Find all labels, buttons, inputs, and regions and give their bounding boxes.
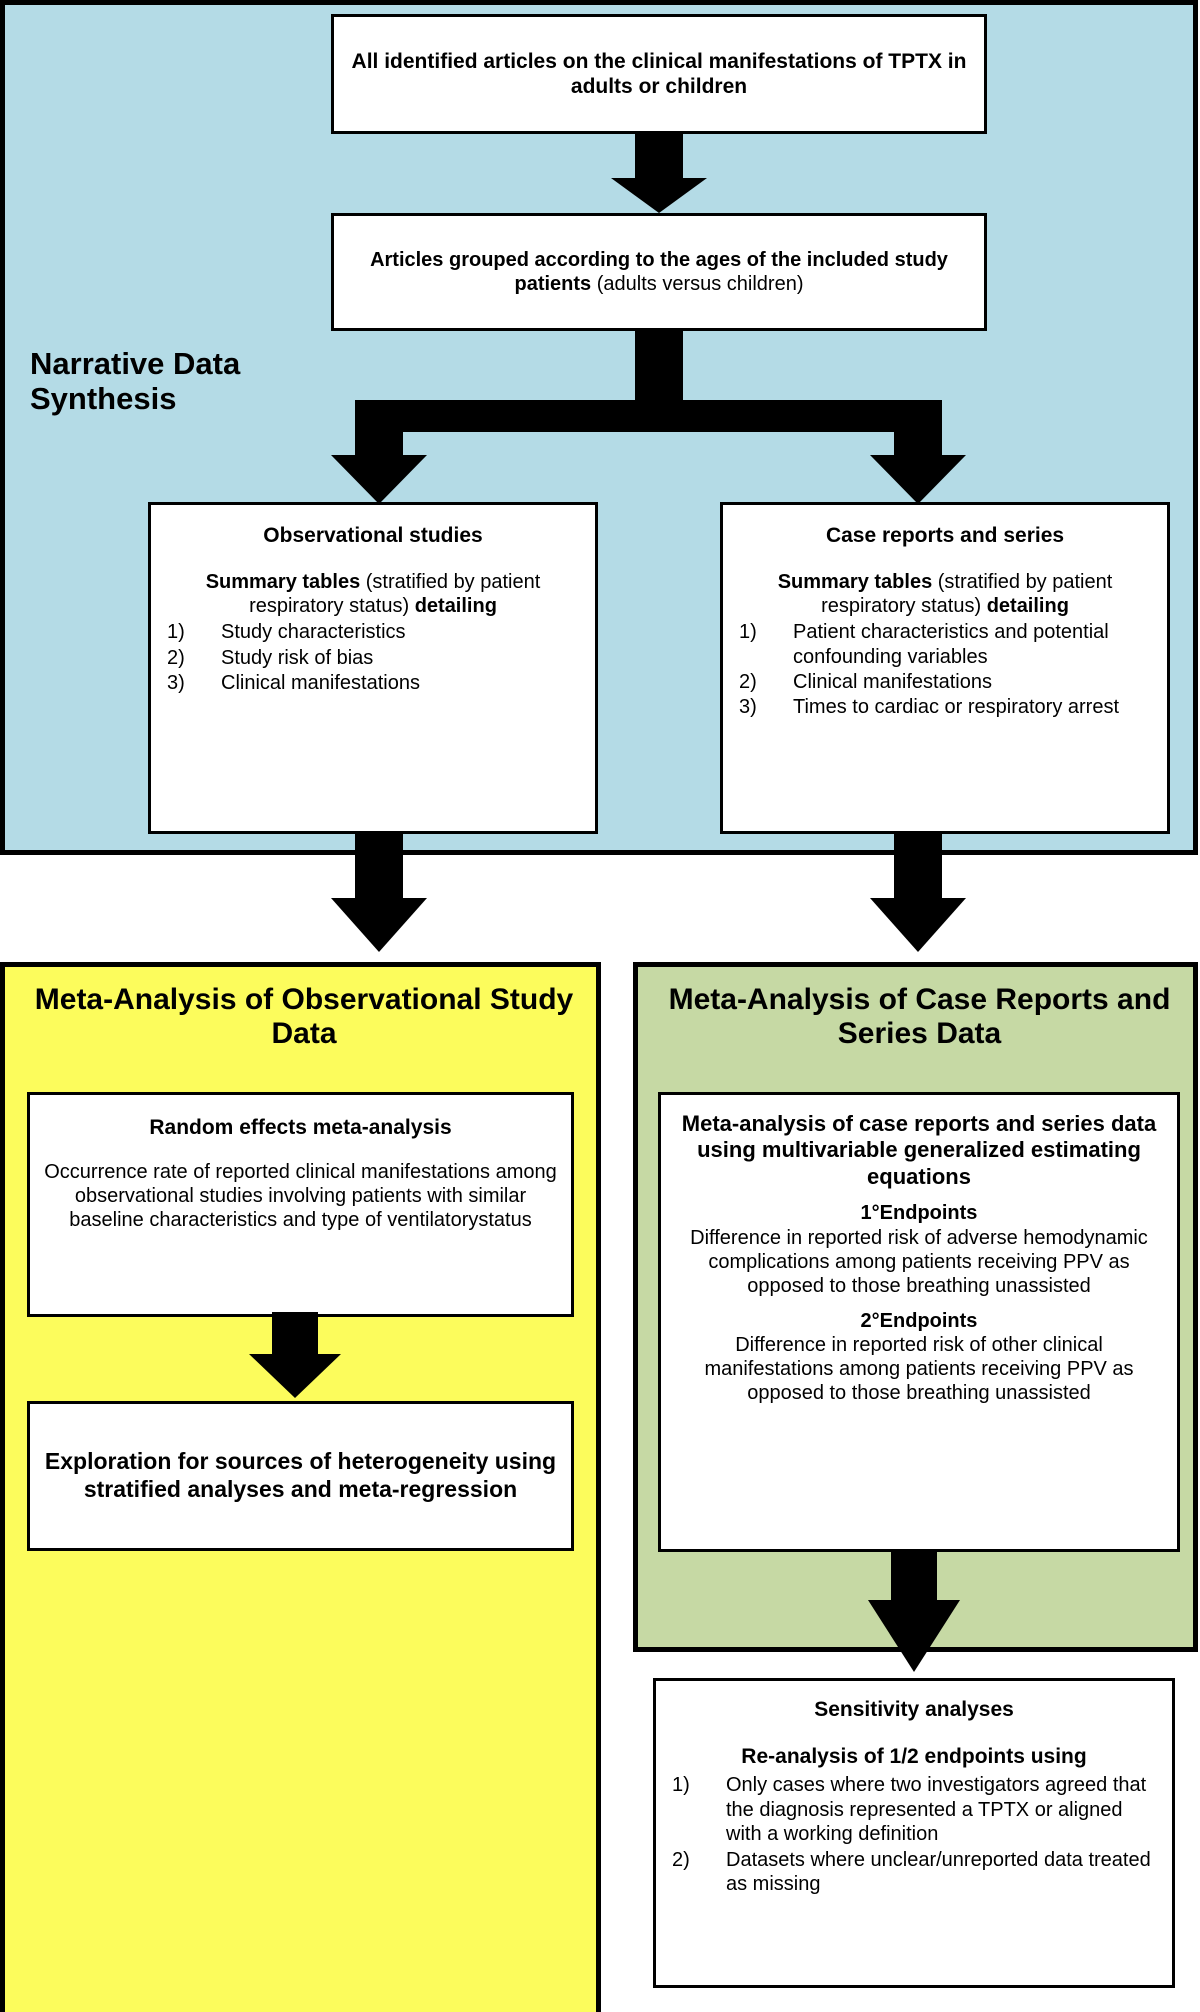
list-item-text: Datasets where unclear/unreported data treated as missing [726,1848,1151,1895]
box-case-reports-lead [733,570,1157,618]
case-reports-lead-bold-2: detailing [986,595,1069,618]
box-random-effects-meta-analysis [27,1092,574,1317]
list-item [161,620,585,644]
box-all-identified-articles-text: All identified articles on the clinical manifestations of TPTX in adults or children [351,49,967,98]
observational-lead-bold-1: Summary tables [205,571,361,594]
sensitivity-analyses-list [666,1773,1162,1896]
box-observational-studies [148,502,598,834]
box-all-identified-articles [331,14,987,134]
box-random-effects-body: Occurrence rate of reported clinical manifestations among observational studies involving patients with similar baseline characteristics and type of ventilatorystatus [44,1161,557,1232]
secondary-endpoints-text: Difference in reported risk of other clinical manifestations among patients receiving PPV as opposed to those breathing unassisted [704,1334,1134,1405]
list-item [666,1848,1162,1897]
list-item-text: Patient characteristics and potential confounding variables [793,621,1109,668]
box-random-effects-title: Random effects meta-analysis [149,1116,452,1139]
box-heterogeneity-exploration-title: Exploration for sources of heterogeneity using stratified analyses and meta-regression [44,1448,557,1502]
primary-endpoints-label: 1°Endpoints [860,1202,978,1225]
list-item-text: Clinical manifestations [793,670,992,693]
list-item-number: 3) [167,671,185,694]
observational-studies-list [161,620,585,695]
list-item [666,1773,1162,1846]
box-articles-grouped-by-age [331,213,987,331]
case-reports-list [733,620,1157,720]
meta-analysis-case-reports-panel [633,962,1198,1652]
list-item-number: 2) [167,646,185,669]
box-articles-grouped-by-age-text [344,248,974,296]
box-articles-grouped-by-age-bold: Articles grouped according to the ages of the included study patients [370,249,948,295]
list-item-text: Only cases where two investigators agreed that the diagnosis represented a TPTX or aligned with a working definition [726,1774,1147,1846]
observational-lead-normal: (stratified by patient respiratory status) [249,571,541,618]
list-item [733,670,1157,694]
list-item-number: 1) [167,621,185,644]
list-item-text: Study risk of bias [221,646,374,669]
primary-endpoints-text: Difference in reported risk of adverse hemodynamic complications among patients receiving PPV as opposed to those breathing unassisted [690,1226,1148,1297]
list-item [733,695,1157,719]
meta-analysis-case-reports-heading: Meta-Analysis of Case Reports and Series Data [668,983,1171,1051]
box-sensitivity-analyses-lead: Re-analysis of 1/2 endpoints using [741,1745,1087,1769]
box-case-reports-title: Case reports and series [825,524,1065,547]
case-reports-lead-bold-1: Summary tables [777,571,933,594]
box-sensitivity-analyses [653,1678,1175,1988]
list-item-number: 1) [672,1774,690,1797]
box-sensitivity-analyses-title: Sensitivity analyses [814,1698,1014,1721]
box-articles-grouped-by-age-normal: (adults versus children) [591,273,804,295]
list-item-text: Clinical manifestations [221,671,420,694]
box-heterogeneity-exploration [27,1401,574,1551]
box-case-reports-and-series [720,502,1170,834]
narrative-data-synthesis-label: Narrative Data Synthesis [30,346,241,416]
list-item-number: 2) [672,1848,690,1871]
box-observational-studies-title: Observational studies [263,524,483,547]
meta-analysis-observational-panel [0,962,601,2012]
observational-lead-bold-2: detailing [414,595,497,618]
list-item-number: 3) [739,696,757,719]
list-item-number: 1) [739,621,757,644]
list-item-number: 2) [739,670,757,693]
secondary-endpoints-label: 2°Endpoints [860,1309,978,1332]
case-reports-lead-normal: (stratified by patient respiratory status) [821,571,1113,618]
list-item [161,646,585,670]
list-item [161,671,585,695]
box-observational-studies-lead [161,570,585,618]
list-item [733,620,1157,669]
box-gee-title: Meta-analysis of case reports and series data using multivariable generalized estimating equations [681,1111,1157,1189]
box-gee-meta-analysis [658,1092,1180,1552]
meta-analysis-observational-heading: Meta-Analysis of Observational Study Data [34,983,574,1051]
list-item-text: Study characteristics [221,621,406,644]
list-item-text: Times to cardiac or respiratory arrest [793,696,1120,719]
